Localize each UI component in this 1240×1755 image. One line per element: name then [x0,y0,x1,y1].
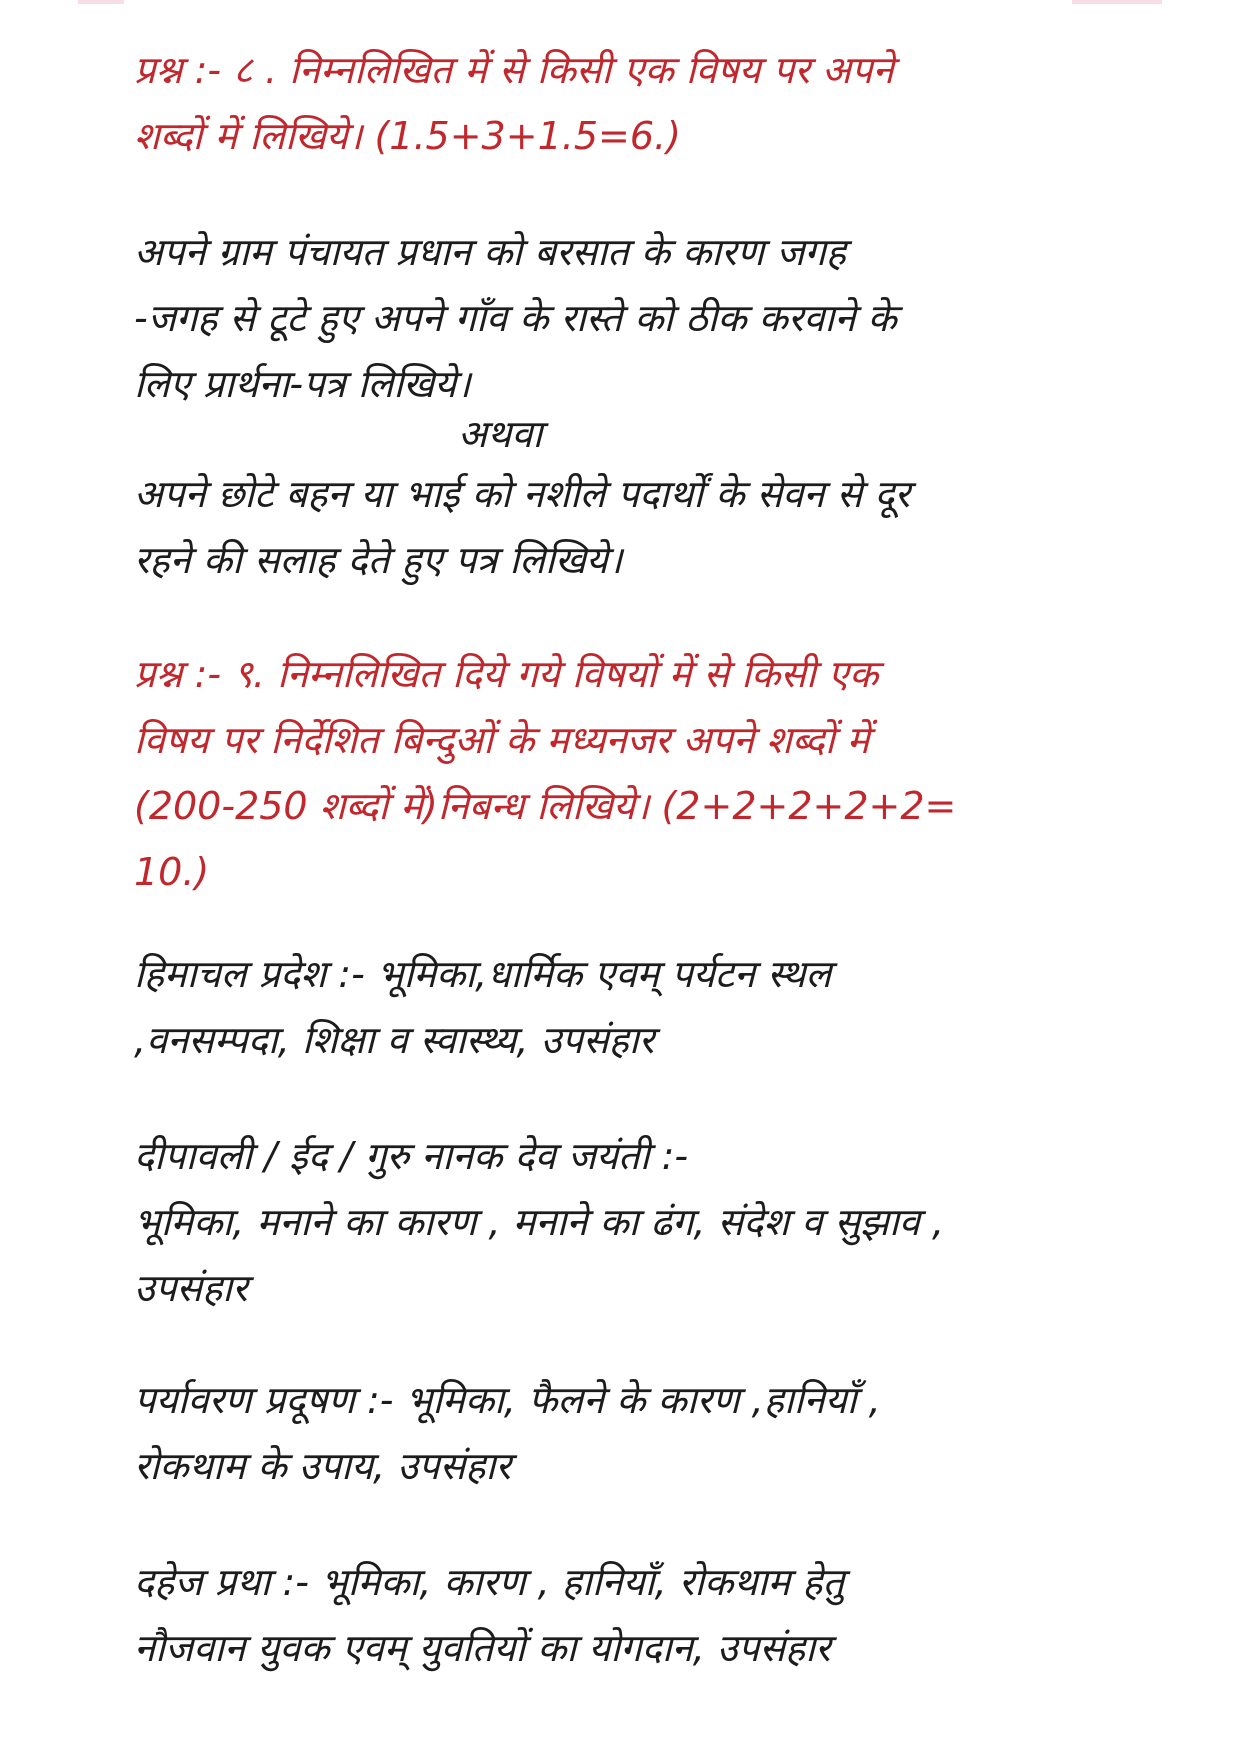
q9-heading-line-2: विषय पर निर्देशित बिन्दुओं के मध्यनजर अपने शब्दों में [134,718,870,762]
topic-pollution-line-2: रोकथाम के उपाय, उपसंहार [134,1444,511,1488]
top-edge-mark-right [1072,0,1162,4]
q9-heading-line-1: प्रश्न :- ९. निम्नलिखित दिये गये विषयों में से किसी एक [134,652,879,696]
q8-option1-line-1: अपने ग्राम पंचायत प्रधान को बरसात के कारण जगह [134,230,846,274]
topic-dowry-line-2: नौजवान युवक एवम् युवतियों का योगदान, उपसंहार [134,1626,831,1670]
q8-heading-line-2: शब्दों में लिखिये। (1.5+3+1.5=6.) [134,114,681,158]
topic-festivals-line-3: उपसंहार [134,1266,248,1310]
topic-himachal-line-1: हिमाचल प्रदेश :- भूमिका,धार्मिक एवम् पर्यटन स्थल [134,952,832,996]
q9-heading-line-3: (200-250 शब्दों में)निबन्ध लिखिये। (2+2+2+2+2= [134,784,957,828]
q8-heading-line-1: प्रश्न :- ८ . निम्नलिखित में से किसी एक विषय पर अपने [134,48,894,92]
top-edge-mark-left [78,0,124,4]
topic-dowry-line-1: दहेज प्रथा :- भूमिका, कारण , हानियाँ, रोकथाम हेतु [134,1560,845,1604]
q9-heading-line-4: 10.) [134,850,210,894]
q8-option1-line-3: लिए प्रार्थना-पत्र लिखिये। [134,362,471,406]
topic-festivals-line-1: दीपावली / ईद / गुरु नानक देव जयंती :- [134,1134,689,1178]
q8-option2-line-1: अपने छोटे बहन या भाई को नशीले पदार्थों के सेवन से दूर [134,472,911,516]
or-separator: अथवा [458,412,543,456]
topic-festivals-line-2: भूमिका, मनाने का कारण , मनाने का ढंग, संदेश व सुझाव , [134,1200,945,1244]
topic-pollution-line-1: पर्यावरण प्रदूषण :- भूमिका, फैलने के कारण ,हानियाँ , [134,1378,881,1422]
q8-option1-line-2: -जगह से टूटे हुए अपने गाँव के रास्ते को ठीक करवाने के [134,296,897,340]
topic-himachal-line-2: ,वनसम्पदा, शिक्षा व स्वास्थ्य, उपसंहार [134,1018,655,1062]
q8-option2-line-2: रहने की सलाह देते हुए पत्र लिखिये। [134,538,623,582]
